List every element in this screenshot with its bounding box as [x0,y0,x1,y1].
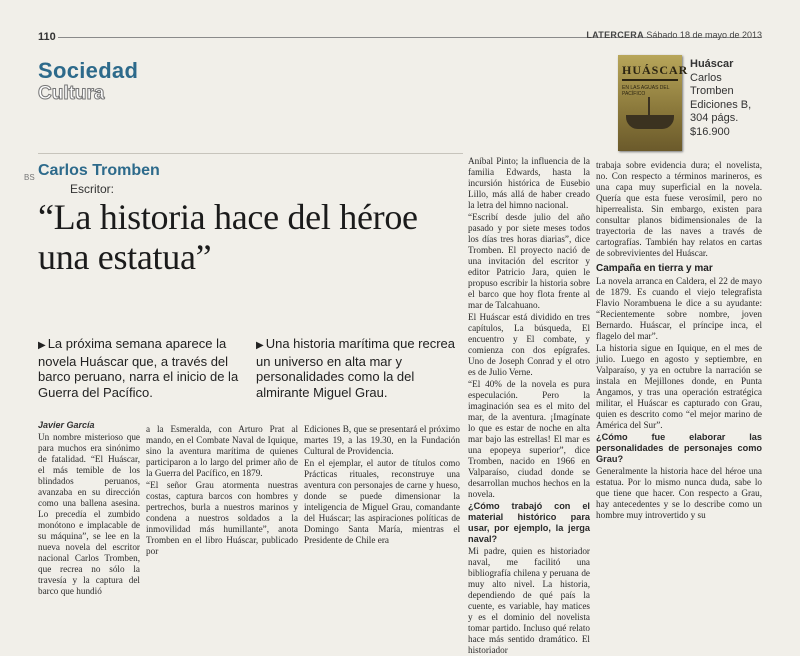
paragraph: La historia sigue en Iquique, en el mes de julio. Luego en agosto y septiembre, en Valparaíso, y ya en octubre la narración se instala en Mejillones donde, en Punta Angamos, y tras una operación estratégica militar, el Huáscar es capturado con Grau, quien es descrito como “el mejor marino de América del Sur”. [596,343,762,430]
book-title: Huáscar [690,58,734,70]
book-info [690,58,751,139]
paragraph: El Huáscar está dividido en tres capítulos, La búsqueda, El encuentro y El combate, y comienza con dos epígrafes. Uno de Joseph Conrad y el otro es de Julio Verne. [468,312,590,377]
paragraph: Mi padre, quien es historiador naval, me facilitó una bibliografía chilena y peruana de muy alto nivel. La historia, dependiendo de qué país la cuente, es variable, hay matices y es el dominio del novelista tomar partido. Incluso qué relato hace más sentido dramático. El historiador [468,546,590,655]
interview-question: ¿Cómo trabajó con el material histórico para usar, por ejemplo, la jerga naval? [468,501,590,544]
paragraph: trabaja sobre evidencia dura; el novelista, no. Con respecto a términos marineros, es una capa muy superficial en la novela. Quería que esta fuese verosímil, pero no hiperrealista. Sin embargo, existen para consultar planos bidimensionales de la trayectoria de las naves a través de cartografías. También hay relatos en cartas de sobrevivientes del Huáscar. [596,160,762,258]
paragraph: a la Esmeralda, con Arturo Prat al mando, en el Combate Naval de Iquique, sino la aventura marítima de quienes participaron a lo largo del primer año de la Guerra del Pacífico, en 1879. [146,424,298,478]
lead-point-2 [256,336,462,400]
triangle-bullet-icon: ▶ [256,340,264,351]
body-column-1 [38,432,140,596]
paragraph: Aníbal Pinto; la influencia de la familia Edwards, hasta la incursión histórica de Eusebio Lillo, más allá de haber creado la letra del himno nacional. [468,156,590,210]
page-number: 110 [38,31,56,43]
book-author-first: Carlos [690,71,722,84]
book-author-last: Tromben [690,85,734,97]
lead-point-1-text: La próxima semana aparece la novela Huáscar que, a través del barco peruano, narra el inicio de la Guerra del Pacífico. [38,336,239,400]
paragraph: Ediciones B, que se presentará el próximo martes 19, a las 19.30, en la Fundación Cultural de Providencia. [304,424,460,456]
lead-point-1 [38,336,250,400]
paragraph: La novela arranca en Caldera, el 22 de mayo de 1879. Es cuando el viejo telegrafista Flavio Norambuena le dice a su ayudante: “Recientemente sobre nombre, joven Bernardo. Huáscar, el príncipe inca, el flagelo del mar”. [596,276,762,341]
section-subtitle: Cultura [38,83,105,104]
interview-question: ¿Cómo fue elaborar las personalidades de personajes como Grau? [596,432,762,464]
body-column-4 [468,156,590,655]
publication-name: LATERCERA [586,30,644,40]
ship-hull-shape [626,115,674,129]
paragraph: “Escribí desde julio del año pasado y por siete meses todos los días tres horas diarias”, dice Tromben. El proyecto nació de una invitación del escritor y editor Patricio Jara, quien le propuso escribir la historia sobre el barco que hoy flota frente al mar de Talcahuano. [468,212,590,310]
body-column-3 [304,424,460,575]
book-cover-subtitle: EN LAS AGUAS DEL PACÍFICO [622,85,670,97]
paragraph: En el ejemplar, el autor de títulos como Prácticas rituales, reconstruye una aventura con personajes de carne y hueso, donde se puede dimensionar la inteligencia de Miguel Grau, comandante del Huáscar; las aspiraciones políticas de Domingo Santa María, mientras el Presidente de Chile era [304,458,460,545]
book-cover-title: HUÁSCAR [622,63,689,77]
book-pages: 304 págs. [690,112,739,124]
interviewee-name: Carlos Tromben [38,162,160,179]
header-dateline [586,30,762,40]
paragraph: “El señor Grau atormenta nuestras costas, captura barcos con hombres y pertrechos, burla a nuestros marinos y condena a nuestros soldados a la inmovilidad más humillante”, anota Tromben en el libro Huáscar, publicado por [146,480,298,556]
byline: Javier García [38,420,95,430]
paragraph: Generalmente la historia hace del héroe una estatua. Por lo mismo nunca duda, sabe lo que tiene que hacer. Con respecto a Grau, hay antecedentes y se lo describe como un hombre muy introvertido y su [596,466,762,520]
paragraph: Un nombre misterioso que para muchos era sinónimo de fatalidad. “El Huáscar, el más temible de los blindados peruanos, avanzaba en su dirección como una ballena asesina. Lo precedía el zumbido monótono e implacable de su máquina”, se lee en la nueva novela del escritor nacional Carlos Tromben, que recrea no sólo la travesía y la captura del barco que hundió [38,432,140,596]
publication-date: Sábado 18 de mayo de 2013 [646,30,762,40]
book-cover-rule [622,79,678,81]
paragraph: “El 40% de la novela es pura especulación. Pero la imaginación sea es el mito del mar, de la aventura. ¡Imagínate lo que es estar de noche en alta mar bajo las estrellas! El mar es una epopeya superior”, dice Tromben, nacido en 1966 en Valparaíso, ciudad donde se desarrollan muchos hechos en la novela. [468,379,590,499]
subheading: Campaña en tierra y mar [596,263,713,274]
book-cover-image [618,55,689,151]
ship-mast-shape [648,97,650,117]
lead-point-2-text: Una historia marítima que recrea un universo en alta mar y personalidades como la del almirante Miguel Grau. [256,336,456,400]
body-column-2 [146,424,298,575]
body-column-5 [596,160,762,575]
book-publisher: Ediciones B, [690,98,752,111]
book-price: $16.900 [690,125,730,138]
headline: “La historia hace del héroe una estatua” [38,197,418,277]
triangle-bullet-icon: ▶ [38,340,46,351]
section-title: Sociedad [38,58,139,83]
side-mark: BS [24,173,35,182]
interviewee-role: Escritor: [70,182,115,196]
top-divider [38,153,463,154]
